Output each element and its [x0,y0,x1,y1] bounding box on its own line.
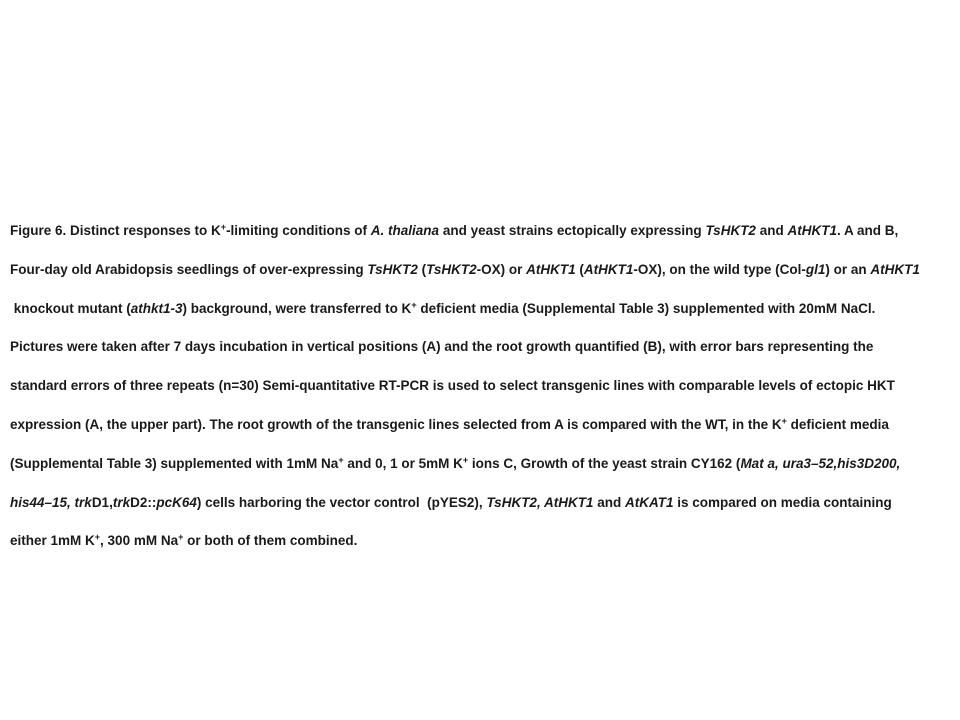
italic-text: TsHKT2 [367,261,418,277]
superscript-text: + [411,299,417,310]
superscript-text: + [94,532,101,543]
caption-line [10,251,950,290]
italic-text: AtKAT1 [624,494,674,510]
caption-text: knockout mutant ( [10,300,131,316]
caption-text: either 1mM K [10,533,95,549]
italic-text: pcK64 [156,494,197,510]
caption-line [10,367,950,406]
caption-text: Pictures were taken after 7 days incubation in vertical positions (A) and the root growth quantified (B), with error bars representing the [10,339,874,355]
superscript-text: + [781,415,787,426]
caption-text: ) background, were transferred to K [182,300,412,316]
italic-text: AtHKT1 [583,261,634,277]
caption-text: ) or an [825,261,871,277]
caption-text: ) cells harboring the vector control (pYES2), [196,494,487,510]
caption-text: -limiting conditions of [226,223,371,238]
italic-text: trk [112,494,131,510]
caption-text: and 0, 1 or 5mM K [343,455,463,471]
caption-text: and [755,223,788,238]
italic-text: AtHKT1 [787,223,837,238]
caption-text: -OX), on the wild type (Col- [633,261,806,277]
caption-text: deficient media (Supplemental Table 3) supplemented with 20mM NaCl. [416,300,876,316]
italic-text: TsHKT2 [426,261,477,277]
superscript-text: + [178,532,184,543]
italic-text: AtHKT1 [526,261,576,277]
caption-text: deficient media [786,416,889,432]
caption-text: D1, [91,494,113,510]
caption-text: -OX) or [476,261,527,277]
caption-line [10,484,950,523]
italic-text: AtHKT1 [870,261,920,277]
caption-text: Figure 6. Distinct responses to K [10,223,221,238]
superscript-text: + [220,222,227,232]
superscript-text: + [462,454,469,465]
caption-line [10,406,950,445]
caption-line [10,445,950,484]
caption-text: D2:: [130,494,157,510]
caption-text: standard errors of three repeats (n=30) Semi-quantitative RT-PCR is used to select transgenic lines with comparable levels of ectopic HKT [10,378,895,394]
caption-text: and [593,494,625,510]
caption-text: ( [417,261,427,277]
caption-text: and yeast strains ectopically expressing [439,223,706,238]
caption-text: ions C, Growth of the yeast strain CY162 ( [468,455,741,471]
italic-text: TsHKT2, AtHKT1 [486,494,594,510]
figure-caption [10,212,950,561]
caption-text: . A and B, [836,223,899,238]
caption-text: is compared on media containing [673,494,892,510]
caption-text: or both of them combined. [183,533,358,549]
superscript-text: + [338,454,344,465]
italic-text: trk [74,494,92,510]
caption-text: ( [575,261,584,277]
caption-line [10,522,950,561]
caption-text: (Supplemental Table 3) supplemented with 1mM Na [10,455,339,471]
caption-text: expression (A, the upper part). The root growth of the transgenic lines selected from A is compared with the WT, in the K [10,416,782,432]
italic-text: A. thaliana [370,223,440,238]
italic-text: athkt1-3 [130,300,183,316]
caption-text: , 300 mM Na [100,533,179,549]
italic-text: gl1 [805,261,826,277]
caption-line [10,328,950,367]
italic-text: TsHKT2 [705,223,756,238]
caption-line [10,290,950,329]
caption-text: Four-day old Arabidopsis seedlings of over-expressing [10,261,368,277]
caption-line [10,212,950,251]
italic-text: his44–15, [10,494,75,510]
italic-text: Mat a, ura3–52,his3D200, [740,455,901,471]
